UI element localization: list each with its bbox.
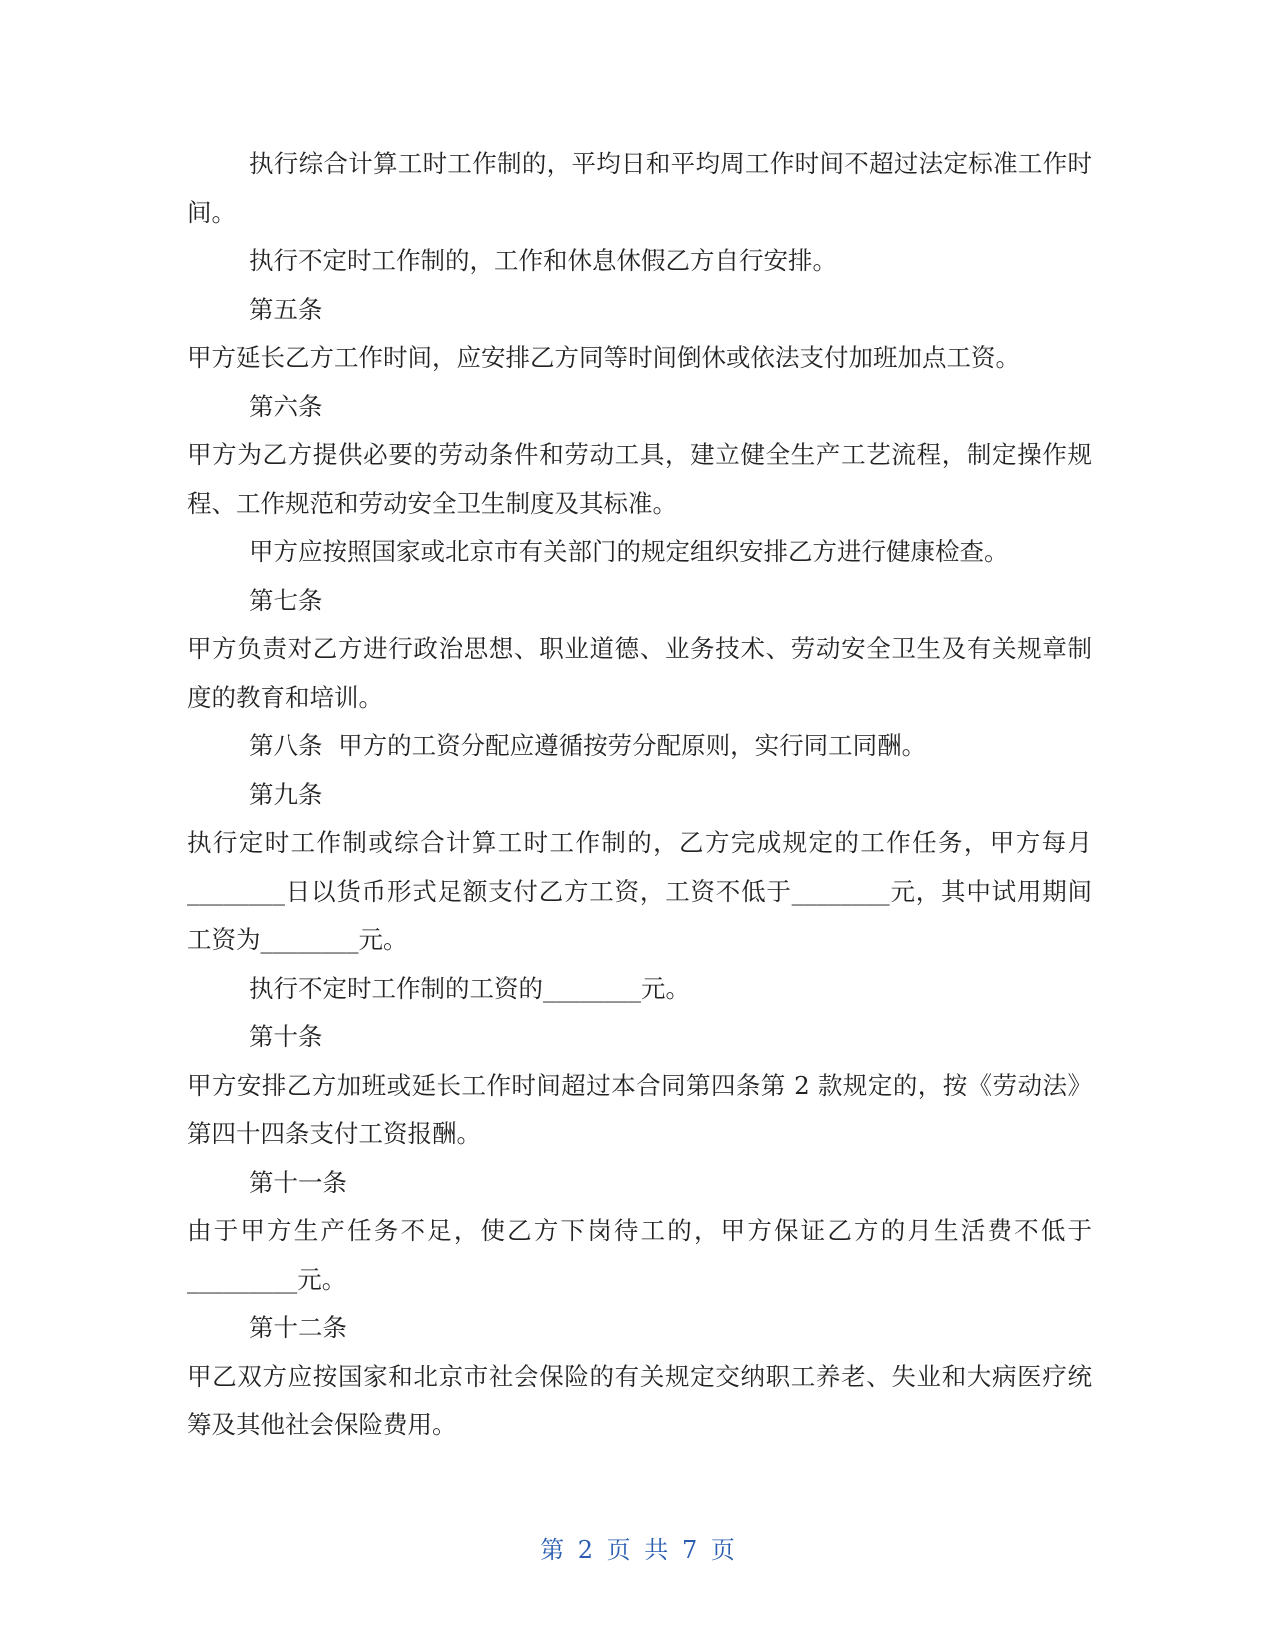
paragraph: 甲方延长乙方工作时间，应安排乙方同等时间倒休或依法支付加班加点工资。 — [187, 343, 1020, 372]
article-heading: 第十条 — [249, 1022, 323, 1051]
article-heading: 第六条 — [249, 391, 323, 421]
article-heading: 第七条 — [249, 585, 323, 615]
article-heading: 第八条 甲方的工资分配应遵循按劳分配原则，实行同工同酬。 — [249, 731, 927, 760]
paragraph: 执行不定时工作制的工资的________元。 — [249, 973, 690, 1003]
article-heading: 第五条 — [249, 294, 323, 324]
paragraph: 甲方安排乙方加班或延长工作时间超过本合同第四条第 2 款规定的，按《劳动法》第四十四条支付工资报酬。 — [187, 1070, 1092, 1148]
paragraph: 甲方为乙方提供必要的劳动条件和劳动工具，建立健全生产工艺流程，制定操作规程、工作规范和劳动安全卫生制度及其标准。 — [187, 440, 1092, 518]
article-heading: 第九条 — [249, 779, 323, 809]
paragraph: 执行综合计算工时工作制的，平均日和平均周工作时间不超过法定标准工作时间。 — [187, 149, 1092, 227]
paragraph: 执行定时工作制或综合计算工时工作制的，乙方完成规定的工作任务，甲方每月________日以货币形式足额支付乙方工资，工资不低于________元，其中试用期间工资为________元。 — [187, 828, 1092, 954]
paragraph: 甲方应按照国家或北京市有关部门的规定组织安排乙方进行健康检查。 — [249, 537, 1009, 566]
paragraph: 执行不定时工作制的，工作和休息休假乙方自行安排。 — [249, 246, 837, 275]
paragraph: 甲方负责对乙方进行政治思想、职业道德、业务技术、劳动安全卫生及有关规章制度的教育和培训。 — [187, 634, 1092, 712]
paragraph: 由于甲方生产任务不足，使乙方下岗待工的，甲方保证乙方的月生活费不低于_________元。 — [187, 1216, 1092, 1294]
article-heading: 第十二条 — [249, 1313, 347, 1342]
paragraph: 甲乙双方应按国家和北京市社会保险的有关规定交纳职工养老、失业和大病医疗统筹及其他社会保险费用。 — [187, 1361, 1092, 1439]
document-body — [187, 140, 1092, 1450]
article-heading: 第十一条 — [249, 1167, 347, 1197]
page-number-footer: 第 2 页 共 7 页 — [540, 1536, 735, 1564]
